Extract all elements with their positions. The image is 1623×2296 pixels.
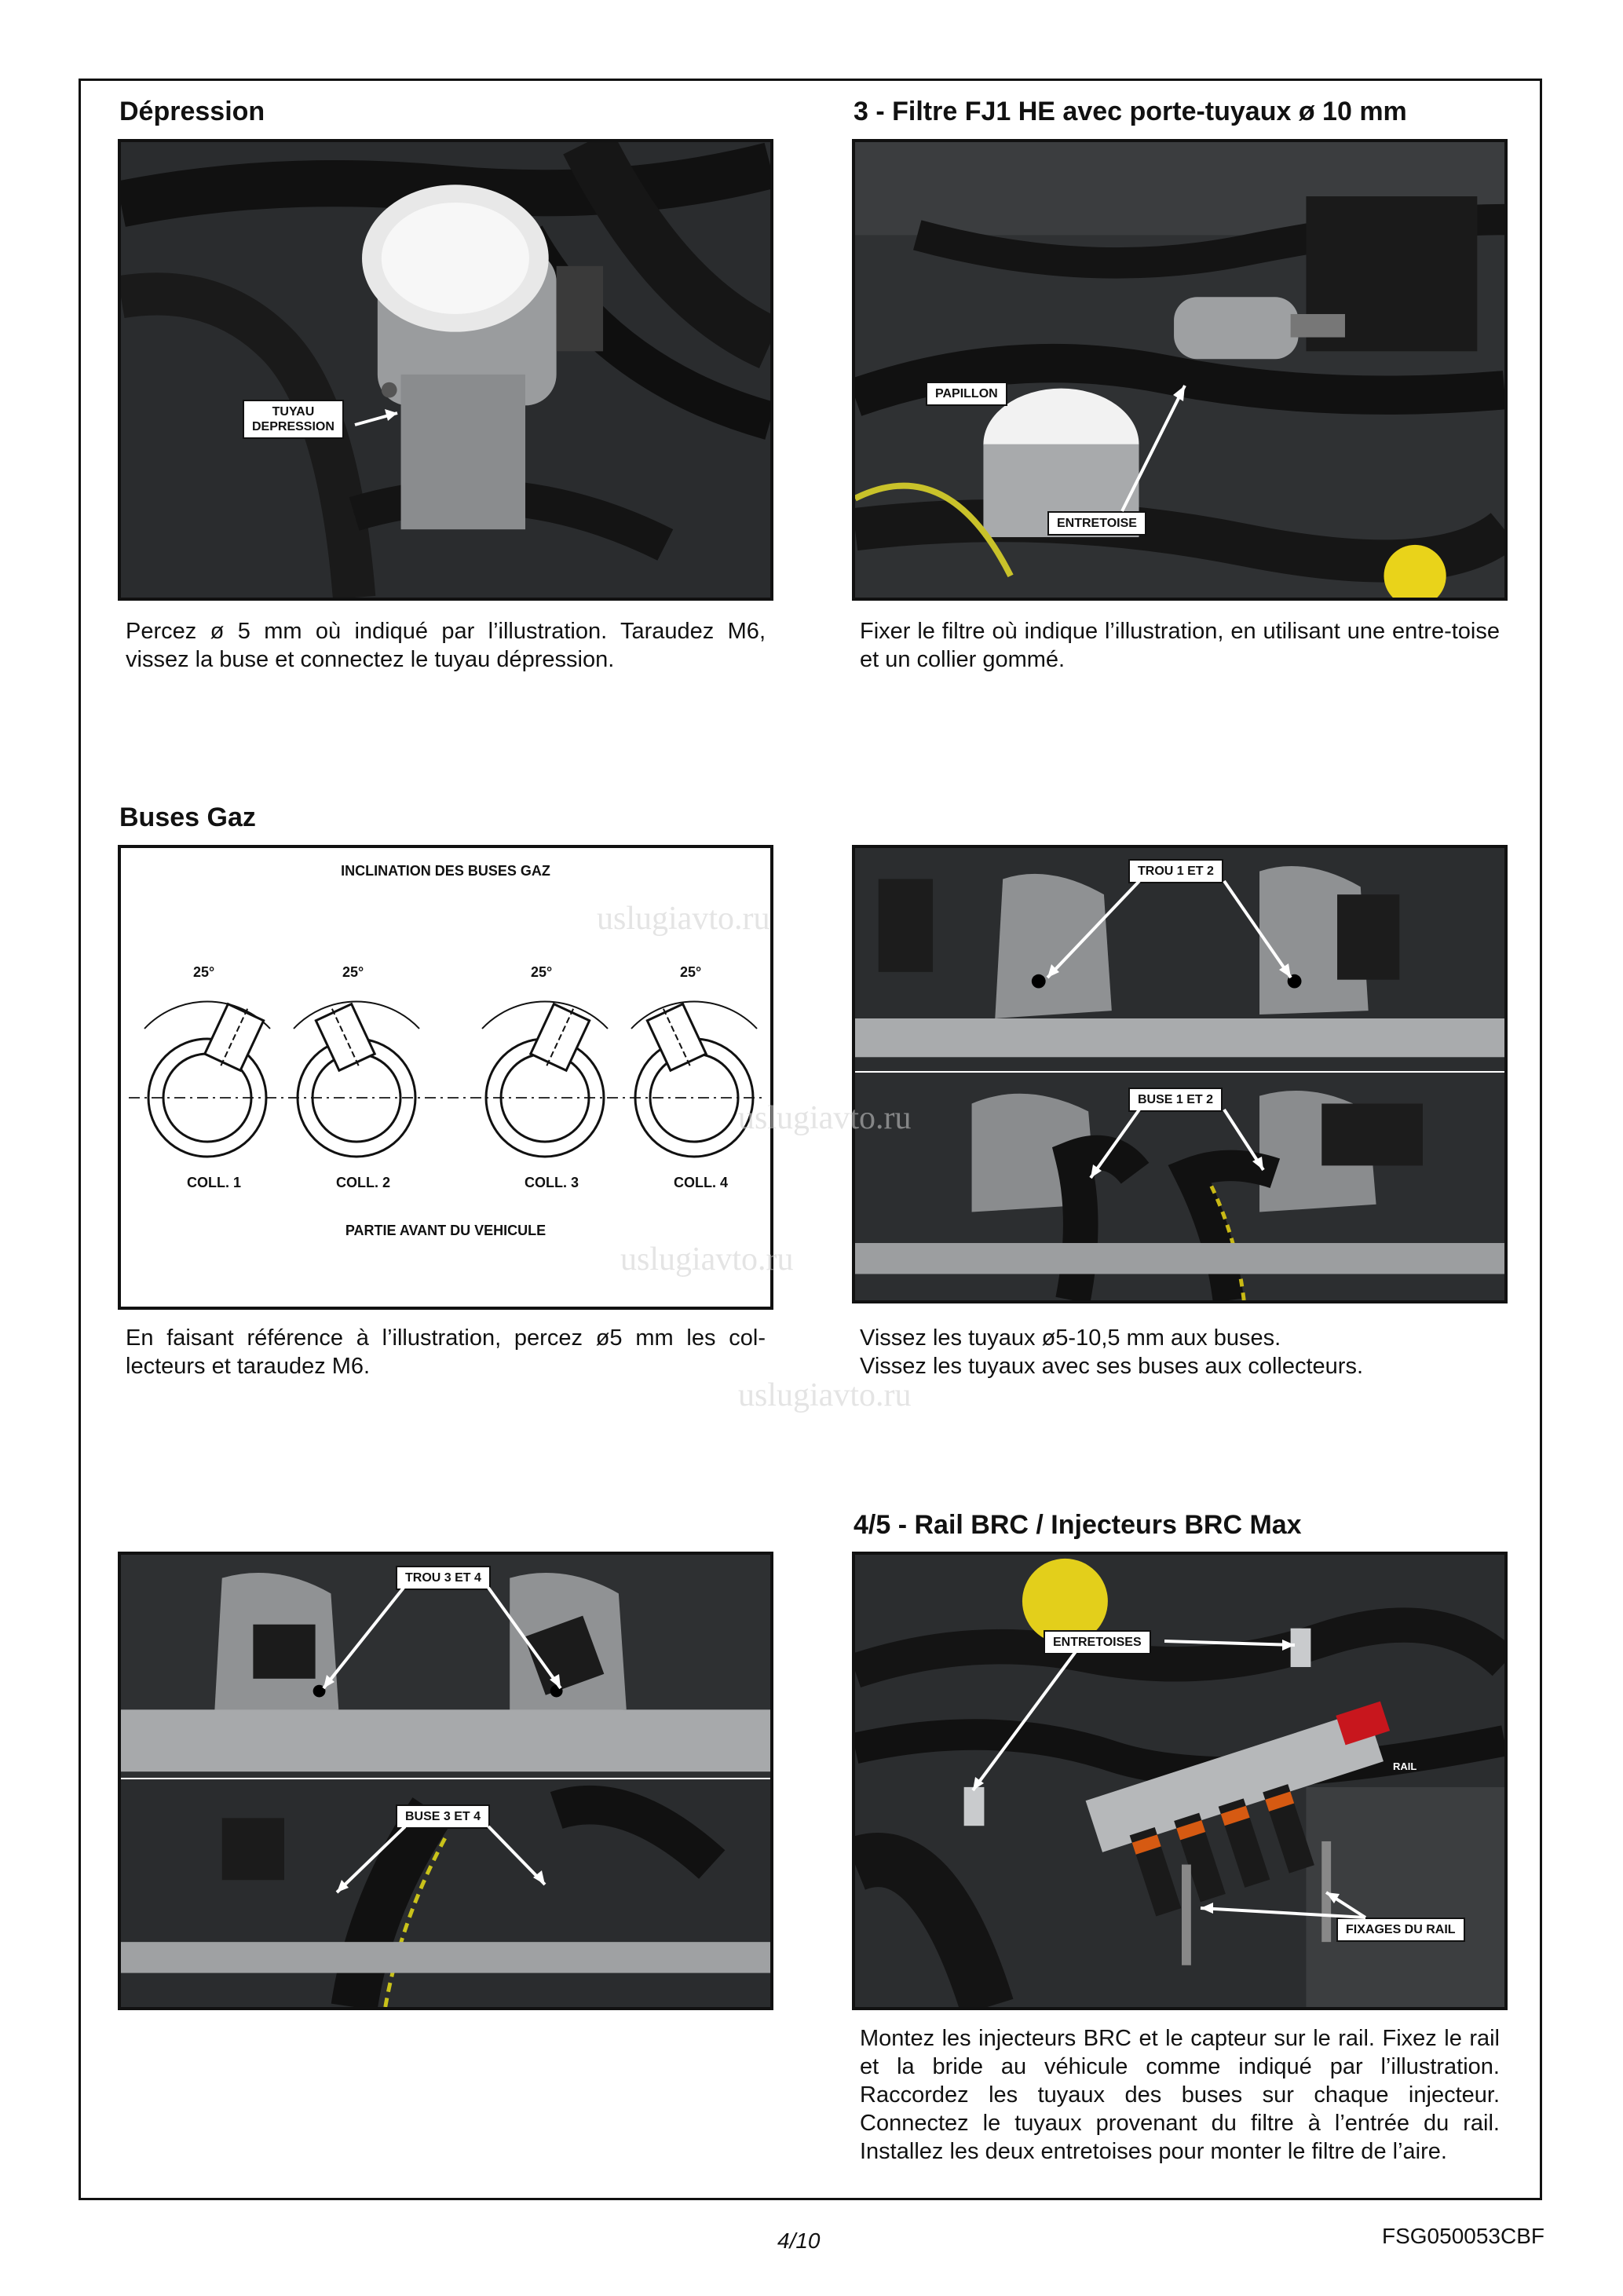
diagram-footer: PARTIE AVANT DU VEHICULE [345,1223,546,1238]
collector-drawing-1 [144,1000,270,1157]
heading-rail: 4/5 - Rail BRC / Injecteurs BRC Max [854,1510,1302,1540]
photo-filtre [852,139,1508,601]
angle-2: 25° [342,964,364,980]
watermark-1: uslugiavto.ru [597,901,770,937]
watermark-4: uslugiavto.ru [738,1377,912,1413]
document-code: FSG050053CBF [1382,2224,1544,2248]
angle-1: 25° [193,964,215,980]
caption-filtre: Fixer le filtre où indique l’illustration, en utilisant une entre-toise et un collier gommé. [860,619,1500,672]
caption-trou-1-2 [860,1324,1500,1380]
collector-drawing-2 [294,1000,419,1157]
angle-4: 25° [680,964,702,980]
caption-trou-1-2-line-2: Vissez les tuyaux avec ses buses aux collecteurs. [860,1354,1364,1379]
label-tuyau-depression: TUYAU DEPRESSION [243,400,344,439]
caption-rail: Montez les injecteurs BRC et le capteur sur le rail. Fixez le rail et la bride au véhicule comme indiqué par l’illustration. Raccordez les tuyaux des buses sur chaque injecteur. Connectez le tuyaux provenant du filtre à l’entrée du rail. Installez les deux entretoises pour monter le filtre de l’aire. [860,2026,1500,2164]
collector-4: COLL. 4 [674,1175,729,1190]
label-papillon: PAPILLON [926,382,1007,406]
caption-depression: Percez ø 5 mm où indiqué par l’illustration. Taraudez M6, vissez la buse et connectez le tuyau dépression. [126,619,766,672]
collector-2: COLL. 2 [336,1175,391,1190]
label-trou-3-4: TROU 3 ET 4 [396,1566,491,1590]
label-entretoises: ENTRETOISES [1044,1630,1151,1654]
photo-trou-buse-1-2 [852,845,1508,1303]
label-buse-1-2: BUSE 1 ET 2 [1128,1088,1223,1112]
label-fixages-du-rail: FIXAGES DU RAIL [1336,1918,1465,1942]
watermark-2: uslugiavto.ru [738,1100,912,1136]
label-buse-3-4: BUSE 3 ET 4 [396,1804,490,1829]
photo-depression [118,139,773,601]
caption-trou-1-2-line-1: Vissez les tuyaux ø5-10,5 mm aux buses. [860,1325,1281,1351]
caption-buses-gaz: En faisant référence à l’illustration, percez ø5 mm les col-lecteurs et taraudez M6. [126,1325,766,1379]
label-entretoise: ENTRETOISE [1047,511,1146,536]
photo-trou-buse-3-4 [118,1552,773,2010]
diagram-title: INCLINATION DES BUSES GAZ [341,863,550,879]
label-trou-1-2: TROU 1 ET 2 [1128,859,1223,883]
heading-filtre: 3 - Filtre FJ1 HE avec porte-tuyaux ø 10 mm [854,97,1407,126]
angle-3: 25° [531,964,553,980]
heading-depression: Dépression [119,97,265,126]
collector-1: COLL. 1 [187,1175,242,1190]
photo-rail [852,1552,1508,2010]
rail-tag: RAIL [1393,1760,1417,1772]
collector-drawing-3 [482,1000,608,1157]
collector-3: COLL. 3 [525,1175,579,1190]
watermark-3: uslugiavto.ru [620,1241,794,1278]
heading-buses-gaz: Buses Gaz [119,803,256,832]
page-number: 4/10 [777,2228,821,2253]
